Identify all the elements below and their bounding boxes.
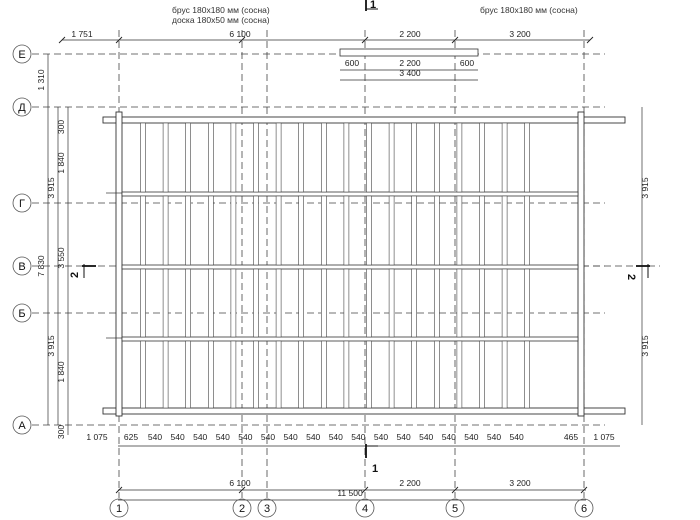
floor-board xyxy=(231,196,236,265)
section-markers xyxy=(69,0,650,475)
dim-bottom-spacing: 465 xyxy=(563,432,579,442)
axis-label-col-3: 3 xyxy=(263,503,271,515)
axis-label-row-a: А xyxy=(18,420,26,432)
dim-bottom-spacing: 540 xyxy=(486,432,502,442)
floor-board xyxy=(525,341,530,408)
floor-board xyxy=(254,123,259,192)
floor-board xyxy=(276,341,281,408)
axis-label-col-6: 6 xyxy=(580,503,588,515)
floor-board xyxy=(434,269,439,337)
dim-bottom-2200: 2 200 xyxy=(399,478,421,488)
dim-bottom-spacing: 540 xyxy=(351,432,366,442)
horizontal-joist xyxy=(122,192,578,196)
floor-board xyxy=(321,269,326,337)
floor-board xyxy=(344,196,349,265)
floor-board xyxy=(321,196,326,265)
horizontal-joist xyxy=(122,337,578,341)
inset-beam xyxy=(340,49,478,56)
floor-board xyxy=(412,196,417,265)
dim-right-3915-bottom: 3 915 xyxy=(640,335,650,357)
dim-bottom-spacing: 540 xyxy=(396,432,411,442)
dim-left-3550: 3 550 xyxy=(56,247,66,269)
floor-board xyxy=(231,341,236,408)
axis-label-row-v: В xyxy=(18,261,26,273)
floor-board xyxy=(502,196,507,265)
floor-board xyxy=(254,269,259,337)
dim-bottom-spacing: 540 xyxy=(441,432,456,442)
floor-board xyxy=(367,123,372,192)
floor-board xyxy=(276,196,281,265)
floor-board xyxy=(276,123,281,192)
dim-bottom-spacing: 540 xyxy=(238,432,253,442)
axis-label-col-2: 2 xyxy=(238,503,246,515)
dim-left-3915-bottom: 3 915 xyxy=(46,335,56,357)
left-dimensions xyxy=(36,69,66,439)
axis-label-row-g: Г xyxy=(19,198,25,210)
dim-bottom-spacing: 540 xyxy=(328,432,343,442)
floor-board xyxy=(299,196,304,265)
floor-board xyxy=(457,269,462,337)
column-axis-labels xyxy=(110,499,593,517)
left-beam xyxy=(116,112,122,416)
dim-bottom-spacing: 540 xyxy=(283,432,298,442)
floor-board xyxy=(525,196,530,265)
floor-board xyxy=(186,269,191,337)
dim-top-3200: 3 200 xyxy=(509,29,531,39)
floor-board xyxy=(186,341,191,408)
floor-board xyxy=(434,341,439,408)
section-1-top-label: 1 xyxy=(370,0,377,11)
floor-board xyxy=(434,123,439,192)
floor-board xyxy=(389,269,394,337)
floor-board xyxy=(389,341,394,408)
dim-top-2200: 2 200 xyxy=(399,29,421,39)
floor-board xyxy=(457,341,462,408)
floor-board xyxy=(231,123,236,192)
dim-bottom-spacing: 540 xyxy=(170,432,185,442)
dim-left-1840-bottom: 1 840 xyxy=(56,361,66,383)
dim-bottom-spacing: 540 xyxy=(147,432,163,442)
floor-board xyxy=(344,269,349,337)
horizontal-joist xyxy=(122,265,578,269)
dim-bottom-spacing: 540 xyxy=(373,432,389,442)
floor-board xyxy=(208,341,213,408)
dim-total-11500: 11 500 xyxy=(337,488,363,498)
floor-board xyxy=(480,196,485,265)
floor-board xyxy=(344,341,349,408)
section-1-bottom-label: 1 xyxy=(372,463,379,475)
axis-label-row-e: Е xyxy=(18,49,26,61)
floor-board xyxy=(480,341,485,408)
floor-board xyxy=(276,269,281,337)
floor-board xyxy=(321,341,326,408)
dim-bottom-spacing: 540 xyxy=(509,432,524,442)
floor-board xyxy=(434,196,439,265)
bottom-beam xyxy=(103,408,625,414)
dim-left-3915-top: 3 915 xyxy=(46,177,56,199)
dim-right-3915-top: 3 915 xyxy=(640,177,650,199)
floor-board xyxy=(208,123,213,192)
dim-left-1310: 1 310 xyxy=(36,69,46,91)
bottom-spacing-dimensions xyxy=(86,432,615,442)
floor-board xyxy=(299,269,304,337)
floor-board xyxy=(480,269,485,337)
dim-top-1751: 1 751 xyxy=(71,29,93,39)
framing-structure xyxy=(103,49,625,416)
dim-inset-600-right: 600 xyxy=(459,58,475,68)
note-board-left: доска 180х50 мм (сосна) xyxy=(172,15,270,25)
floor-board xyxy=(525,123,530,192)
row-axis-labels xyxy=(13,45,31,434)
floor-board xyxy=(208,196,213,265)
dim-bottom-3200: 3 200 xyxy=(509,478,531,488)
dim-bottom-spacing: 625 xyxy=(123,432,139,442)
dim-bottom-spacing: 540 xyxy=(260,432,276,442)
dim-bottom-spacing: 540 xyxy=(215,432,230,442)
floor-board xyxy=(141,269,146,337)
floor-board xyxy=(299,341,304,408)
note-beam-right: брус 180х180 мм (сосна) xyxy=(480,5,578,15)
floor-board xyxy=(254,341,259,408)
floor-board xyxy=(231,269,236,337)
floor-board xyxy=(412,123,417,192)
dim-inset-600-left: 600 xyxy=(344,58,360,68)
dim-left-300-top: 300 xyxy=(56,119,66,135)
floor-board xyxy=(502,123,507,192)
floor-board xyxy=(254,196,259,265)
bottom-axis-dimensions xyxy=(229,478,531,498)
floor-board xyxy=(367,341,372,408)
floor-board xyxy=(299,123,304,192)
floor-board xyxy=(141,341,146,408)
dim-bottom-spacing: 1 075 xyxy=(593,432,615,442)
floor-board xyxy=(367,196,372,265)
floor-board xyxy=(502,341,507,408)
section-2-left-label: 2 xyxy=(69,271,81,278)
floor-board xyxy=(163,269,168,337)
top-beam xyxy=(103,117,625,123)
floor-board xyxy=(457,196,462,265)
right-beam xyxy=(578,112,584,416)
axis-label-col-1: 1 xyxy=(115,503,123,515)
floor-board xyxy=(321,123,326,192)
floor-board xyxy=(457,123,462,192)
floor-board xyxy=(208,269,213,337)
floor-board xyxy=(141,123,146,192)
floor-board xyxy=(344,123,349,192)
floor-board xyxy=(525,269,530,337)
axis-label-col-5: 5 xyxy=(451,503,459,515)
dim-top-6100: 6 100 xyxy=(229,29,251,39)
dim-bottom-spacing: 540 xyxy=(306,432,321,442)
floor-board xyxy=(163,196,168,265)
floor-board xyxy=(389,196,394,265)
floor-board xyxy=(389,123,394,192)
dim-bottom-6100: 6 100 xyxy=(229,478,251,488)
section-2-right-label: 2 xyxy=(625,274,637,281)
dim-bottom-spacing: 540 xyxy=(464,432,479,442)
floor-board xyxy=(480,123,485,192)
dim-bottom-spacing: 540 xyxy=(193,432,208,442)
floor-board xyxy=(186,196,191,265)
axis-label-col-4: 4 xyxy=(361,503,369,515)
note-beam-left: брус 180х180 мм (сосна) xyxy=(172,5,270,15)
dim-left-1840-top: 1 840 xyxy=(56,152,66,174)
axis-label-row-d: Д xyxy=(18,102,26,114)
floor-board xyxy=(141,196,146,265)
axis-label-row-b: Б xyxy=(18,308,26,320)
dim-bottom-spacing: 540 xyxy=(419,432,434,442)
dim-inset-2200: 2 200 xyxy=(399,58,421,68)
floor-board xyxy=(502,269,507,337)
dim-inset-3400: 3 400 xyxy=(399,68,421,78)
dim-left-300-bottom: 300 xyxy=(56,424,66,440)
dim-bottom-spacing: 1 075 xyxy=(86,432,108,442)
floor-board xyxy=(163,123,168,192)
dim-left-7830: 7 830 xyxy=(36,255,46,277)
floor-board xyxy=(412,269,417,337)
floor-board xyxy=(367,269,372,337)
floor-board xyxy=(186,123,191,192)
floor-board xyxy=(163,341,168,408)
floor-board xyxy=(412,341,417,408)
